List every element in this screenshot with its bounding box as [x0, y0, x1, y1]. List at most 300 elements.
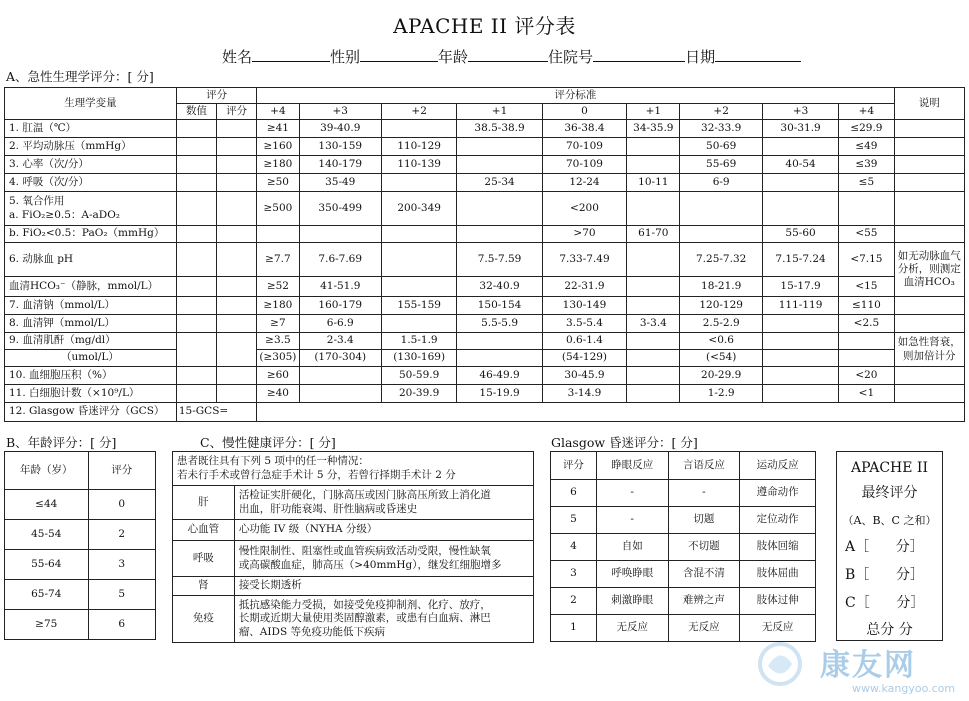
criteria-cell: 350-499: [299, 192, 381, 226]
gcs-cell: -: [596, 480, 668, 507]
criteria-cell: 18-21.9: [680, 277, 762, 297]
criteria-row: [5, 297, 965, 315]
criteria-cell: [627, 367, 680, 385]
criteria-cell: 36-38.4: [542, 120, 626, 138]
age-label: 年龄: [438, 48, 469, 66]
criteria-cell: [457, 192, 542, 226]
gcs-cell: 5: [551, 507, 597, 534]
criteria-cell: 111-119: [762, 297, 838, 315]
criteria-cell: 2.5-2.9: [680, 315, 762, 333]
gcs-cell: 2: [551, 588, 597, 615]
criteria-cell: [680, 192, 762, 226]
age-range: ≤44: [5, 490, 89, 520]
name-field[interactable]: [252, 47, 330, 62]
note-cell: [894, 138, 964, 156]
age-col-header: 年龄（岁）: [5, 452, 89, 490]
criteria-cell: [627, 138, 680, 156]
criteria-cell: 130-159: [299, 138, 381, 156]
gcs-col-header: 睁眼反应: [596, 452, 668, 480]
gcs-col-header: 言语反应: [668, 452, 740, 480]
creatinine-label-umol: （umol/L）: [5, 350, 177, 367]
criteria-cell: 61-70: [627, 226, 680, 243]
gcs-col-header: 评分: [551, 452, 597, 480]
criteria-cell: 35-49: [299, 174, 381, 192]
criteria-cell: ≥500: [257, 192, 299, 226]
age-score-table: [4, 451, 156, 640]
final-score-box: [836, 451, 943, 641]
value-input[interactable]: [176, 120, 216, 138]
criteria-cell: (170-304): [299, 350, 381, 367]
page-title: APACHE II 评分表: [393, 14, 576, 38]
value-input[interactable]: [176, 367, 216, 385]
criteria-cell: 40-54: [762, 156, 838, 174]
note-cell: [894, 367, 964, 385]
criteria-cell: 46-49.9: [457, 367, 542, 385]
final-a-score[interactable]: A［ 分］: [845, 539, 924, 555]
age-score: 5: [88, 580, 155, 610]
sex-label: 性别: [330, 48, 361, 66]
criteria-cell: 1-2.9: [680, 385, 762, 403]
criteria-cell: [627, 243, 680, 277]
criteria-cell: 155-159: [381, 297, 456, 315]
gcs-cell: 不切题: [668, 534, 740, 561]
creatinine-note: 如急性肾衰，则加倍计分: [894, 333, 964, 367]
gcs-cell: 无反应: [668, 615, 740, 642]
criteria-cell: 5.5-5.9: [457, 315, 542, 333]
chronic-description: [234, 577, 533, 596]
watermark-brand: 康友网: [820, 648, 916, 683]
criteria-cell: 15-17.9: [762, 277, 838, 297]
description-line: 出血，肝功能衰竭、肝性脑病或昏迷史: [238, 502, 418, 515]
criteria-cell: ≤5: [839, 174, 894, 192]
criteria-cell: 25-34: [457, 174, 542, 192]
criteria-cell: [762, 385, 838, 403]
criteria-cell: ≥50: [257, 174, 299, 192]
criteria-cell: [299, 367, 381, 385]
criteria-cell: [680, 226, 762, 243]
creatinine-label: 9. 血清肌酐（mg/dl）: [5, 333, 177, 350]
criteria-cell: ≥7: [257, 315, 299, 333]
chronic-health-table: [172, 451, 534, 643]
note-cell: [894, 385, 964, 403]
criteria-cell: ≥41: [257, 120, 299, 138]
score-input[interactable]: [217, 226, 257, 243]
criteria-cell: 120-129: [680, 297, 762, 315]
age-field[interactable]: [468, 47, 548, 62]
hco3-label: 血清HCO₃⁻（静脉，mmol/L）: [5, 277, 177, 297]
criteria-cell: >70: [542, 226, 626, 243]
criteria-cell: [762, 333, 838, 350]
criteria-row: [5, 315, 965, 333]
criteria-cell: [299, 385, 381, 403]
criteria-cell: [627, 385, 680, 403]
gcs-row-value: 15-GCS=: [176, 403, 256, 422]
criteria-cell: 110-129: [381, 138, 456, 156]
note-cell: [894, 297, 964, 315]
chronic-row: [173, 486, 534, 520]
value-input[interactable]: [176, 277, 216, 297]
gcs-col-header: 运动反应: [740, 452, 816, 480]
score-input[interactable]: [217, 156, 257, 174]
level-header: 0: [542, 104, 626, 120]
criteria-cell: <7.15: [839, 243, 894, 277]
criteria-cell: [457, 138, 542, 156]
criteria-cell: [457, 156, 542, 174]
level-header: +4: [257, 104, 299, 120]
age-range: 45-54: [5, 520, 89, 550]
criteria-cell: [381, 277, 456, 297]
criteria-cell: [457, 333, 542, 350]
oxygen-sub-b: b. FiO₂<0.5：PaO₂（mmHg）: [5, 226, 177, 243]
note-cell: [894, 120, 964, 138]
value-input[interactable]: [176, 174, 216, 192]
glasgow-table: [550, 451, 816, 642]
score-input[interactable]: [217, 174, 257, 192]
oxygen-label: 5. 氧合作用: [9, 195, 65, 208]
criteria-cell: [839, 350, 894, 367]
final-title: APACHE II: [850, 460, 928, 476]
criteria-cell: 110-139: [381, 156, 456, 174]
criteria-cell: [457, 350, 542, 367]
level-header: +1: [627, 104, 680, 120]
final-total-score[interactable]: 总分 分: [866, 622, 913, 638]
final-note: （A、B、C 之和）: [842, 514, 937, 527]
gcs-row: [551, 561, 816, 588]
header-criteria: 评分标准: [257, 88, 894, 104]
criteria-row: [5, 385, 965, 403]
criteria-cell: 30-45.9: [542, 367, 626, 385]
criteria-cell: 7.6-7.69: [299, 243, 381, 277]
chronic-intro: [173, 452, 534, 486]
variable-label: 8. 血清钾（mmol/L）: [5, 315, 177, 333]
variable-label: 10. 血细胞压积（%）: [5, 367, 177, 385]
score-input[interactable]: [217, 120, 257, 138]
gcs-cell: 难辨之声: [668, 588, 740, 615]
variable-label: 2. 平均动脉压（mmHg）: [5, 138, 177, 156]
age-score: 0: [88, 490, 155, 520]
age-row: [5, 520, 156, 550]
criteria-cell: [762, 315, 838, 333]
gcs-cell: 肢体屈曲: [740, 561, 816, 588]
criteria-cell: 200-349: [381, 192, 456, 226]
criteria-cell: ≥7.7: [257, 243, 299, 277]
gcs-cell: -: [596, 507, 668, 534]
chronic-intro-line1: 患者既往具有下列 5 项中的任一种情况：: [177, 455, 369, 468]
criteria-cell: 7.5-7.59: [457, 243, 542, 277]
gcs-cell: 无反应: [740, 615, 816, 642]
criteria-cell: [381, 174, 456, 192]
criteria-cell: ≤39: [839, 156, 894, 174]
note-cell: [894, 174, 964, 192]
value-input[interactable]: [176, 138, 216, 156]
criteria-cell: 1.5-1.9: [381, 333, 456, 350]
description-line: 接受长期透析: [238, 579, 302, 592]
description-line: 活检证实肝硬化，门脉高压或因门脉高压所致上消化道: [238, 489, 491, 502]
value-input[interactable]: [176, 243, 216, 277]
age-row: [5, 580, 156, 610]
criteria-cell: 22-31.9: [542, 277, 626, 297]
criteria-cell: 12-24: [542, 174, 626, 192]
criteria-cell: <2.5: [839, 315, 894, 333]
criteria-cell: 39-40.9: [299, 120, 381, 138]
criteria-cell: 7.25-7.32: [680, 243, 762, 277]
chronic-description: [234, 486, 533, 520]
age-score: 2: [88, 520, 155, 550]
criteria-cell: ≤49: [839, 138, 894, 156]
criteria-cell: [762, 174, 838, 192]
level-header: +2: [381, 104, 456, 120]
gcs-row: [551, 534, 816, 561]
note-cell: [894, 156, 964, 174]
description-line: 抵抗感染能力受损，如接受免疫抑制剂、化疗、放疗，: [238, 599, 491, 612]
criteria-cell: [627, 297, 680, 315]
watermark-url: www.kangyoo.com: [852, 682, 956, 695]
value-input[interactable]: [176, 333, 216, 367]
criteria-cell: [627, 277, 680, 297]
age-range: 65-74: [5, 580, 89, 610]
age-score: 6: [88, 610, 155, 640]
variable-label: 4. 呼吸（次/分）: [5, 174, 177, 192]
criteria-cell: [762, 367, 838, 385]
criteria-cell: 6-6.9: [299, 315, 381, 333]
final-subtitle: 最终评分: [861, 485, 918, 501]
criteria-cell: <55: [839, 226, 894, 243]
criteria-cell: ≥180: [257, 297, 299, 315]
section-c-heading: C、慢性健康评分：[ 分]: [200, 435, 336, 450]
level-header: +3: [762, 104, 838, 120]
chronic-row: [173, 577, 534, 596]
criteria-cell: 50-69: [680, 138, 762, 156]
criteria-cell: 41-51.9: [299, 277, 381, 297]
criteria-cell: 15-19.9: [457, 385, 542, 403]
gcs-cell: 3: [551, 561, 597, 588]
criteria-cell: ≥60: [257, 367, 299, 385]
gcs-cell: 遵命动作: [740, 480, 816, 507]
variable-label: 11. 白细胞计数（×10⁹/L）: [5, 385, 177, 403]
chronic-description: [234, 541, 533, 577]
criteria-cell: 3.5-5.4: [542, 315, 626, 333]
chronic-description: [234, 520, 533, 541]
criteria-cell: 7.33-7.49: [542, 243, 626, 277]
score-input[interactable]: [217, 315, 257, 333]
age-range: ≥75: [5, 610, 89, 640]
level-header: +2: [680, 104, 762, 120]
criteria-cell: [381, 243, 456, 277]
gcs-row-blank: [257, 403, 965, 422]
score-input[interactable]: [217, 367, 257, 385]
criteria-cell: (130-169): [381, 350, 456, 367]
section-b-heading: B、年龄评分：[ 分]: [6, 435, 117, 450]
chronic-description: [234, 596, 533, 643]
criteria-cell: 0.6-1.4: [542, 333, 626, 350]
criteria-row: [5, 138, 965, 156]
criteria-cell: [839, 333, 894, 350]
final-b-score[interactable]: B［ 分］: [845, 567, 924, 583]
gcs-row: [551, 588, 816, 615]
header-variable: 生理学变量: [5, 88, 177, 120]
criteria-cell: 38.5-38.9: [457, 120, 542, 138]
criteria-cell: ≥180: [257, 156, 299, 174]
criteria-cell: <20: [839, 367, 894, 385]
description-line: 瘤、AIDS 等免疫功能低下疾病: [238, 625, 385, 638]
criteria-cell: [299, 226, 381, 243]
value-input[interactable]: [176, 315, 216, 333]
organ-system: 呼吸: [173, 541, 235, 577]
gcs-cell: 自如: [596, 534, 668, 561]
note-cell: [894, 226, 964, 243]
level-header: +1: [457, 104, 542, 120]
criteria-cell: 50-59.9: [381, 367, 456, 385]
gcs-cell: 无反应: [596, 615, 668, 642]
criteria-cell: [381, 315, 456, 333]
gcs-cell: -: [668, 480, 740, 507]
criteria-cell: 7.15-7.24: [762, 243, 838, 277]
sex-field[interactable]: [360, 47, 438, 62]
age-row: [5, 610, 156, 640]
note-cell: [894, 315, 964, 333]
criteria-cell: 130-149: [542, 297, 626, 315]
criteria-cell: [762, 192, 838, 226]
criteria-cell: <1: [839, 385, 894, 403]
score-input[interactable]: [217, 243, 257, 277]
score-input[interactable]: [217, 333, 257, 367]
chronic-row: [173, 520, 534, 541]
age-row: [5, 490, 156, 520]
admission-number-field[interactable]: [593, 47, 685, 62]
criteria-row: [5, 156, 965, 174]
description-line: 心功能 IV 级（NYHA 分级）: [238, 523, 378, 536]
criteria-cell: 30-31.9: [762, 120, 838, 138]
criteria-cell: 150-154: [457, 297, 542, 315]
oxygen-label-cell: [5, 192, 177, 226]
header-score: 评分: [176, 88, 256, 104]
header-score-sub: 评分: [217, 104, 257, 120]
header-note: 说明: [894, 88, 964, 120]
gcs-cell: 含混不清: [668, 561, 740, 588]
oxygen-sub-a: a. FiO₂≥0.5：A-aDO₂: [9, 208, 121, 221]
gcs-cell: 6: [551, 480, 597, 507]
value-input[interactable]: [176, 226, 216, 243]
criteria-cell: [627, 192, 680, 226]
criteria-cell: (≥305): [257, 350, 299, 367]
value-input[interactable]: [176, 156, 216, 174]
criteria-cell: [381, 226, 456, 243]
date-label: 日期: [685, 48, 716, 66]
gcs-heading: Glasgow 昏迷评分：[ 分]: [551, 435, 698, 450]
value-input[interactable]: [176, 385, 216, 403]
criteria-cell: ≥40: [257, 385, 299, 403]
chronic-row: [173, 541, 534, 577]
criteria-cell: [627, 333, 680, 350]
criteria-cell: 3-14.9: [542, 385, 626, 403]
note-cell: [894, 192, 964, 226]
organ-system: 心血管: [173, 520, 235, 541]
criteria-cell: 55-60: [762, 226, 838, 243]
criteria-cell: 6-9: [680, 174, 762, 192]
organ-system: 免疫: [173, 596, 235, 643]
header-value: 数值: [176, 104, 216, 120]
criteria-cell: [381, 120, 456, 138]
criteria-cell: [257, 226, 299, 243]
organ-system: 肝: [173, 486, 235, 520]
variable-label: 1. 肛温（℃）: [5, 120, 177, 138]
criteria-cell: 20-29.9: [680, 367, 762, 385]
final-c-score[interactable]: C［ 分］: [845, 595, 925, 611]
criteria-cell: 3-3.4: [627, 315, 680, 333]
criteria-cell: <15: [839, 277, 894, 297]
criteria-cell: 70-109: [542, 156, 626, 174]
gcs-cell: 肢体过伸: [740, 588, 816, 615]
score-input[interactable]: [217, 297, 257, 315]
criteria-cell: [762, 138, 838, 156]
criteria-cell: (54-129): [542, 350, 626, 367]
gcs-row: [551, 507, 816, 534]
admission-label: 住院号: [548, 48, 594, 66]
description-line: 长期或近期大量使用类固醇激素，或患有白血病、淋巴: [238, 612, 491, 625]
gcs-row-label: 12. Glasgow 昏迷评分（GCS）: [5, 403, 177, 422]
criteria-cell: 32-40.9: [457, 277, 542, 297]
level-header: +4: [839, 104, 894, 120]
age-row: [5, 550, 156, 580]
date-field[interactable]: [715, 47, 801, 62]
organ-system: 肾: [173, 577, 235, 596]
criteria-cell: 20-39.9: [381, 385, 456, 403]
gcs-cell: 呼唤睁眼: [596, 561, 668, 588]
variable-label: 7. 血清钠（mmol/L）: [5, 297, 177, 315]
score-input[interactable]: [217, 138, 257, 156]
criteria-cell: 55-69: [680, 156, 762, 174]
criteria-cell: 32-33.9: [680, 120, 762, 138]
age-score: 3: [88, 550, 155, 580]
age-score-col-header: 评分: [88, 452, 155, 490]
value-input[interactable]: [176, 192, 216, 226]
criteria-cell: 10-11: [627, 174, 680, 192]
criteria-cell: ≥3.5: [257, 333, 299, 350]
level-header: +3: [299, 104, 381, 120]
age-range: 55-64: [5, 550, 89, 580]
score-input[interactable]: [217, 277, 257, 297]
criteria-cell: <0.6: [680, 333, 762, 350]
criteria-cell: [627, 156, 680, 174]
ph-label: 6. 动脉血 pH: [5, 243, 177, 277]
gcs-cell: 4: [551, 534, 597, 561]
criteria-row: [5, 174, 965, 192]
variable-label: 3. 心率（次/分）: [5, 156, 177, 174]
section-a-heading: A、急性生理学评分：[ 分]: [6, 69, 154, 84]
patient-info-row: [222, 46, 801, 67]
criteria-cell: (<54): [680, 350, 762, 367]
ph-note: 如无动脉血气分析，则测定血清HCO₃: [894, 243, 964, 297]
criteria-cell: [627, 350, 680, 367]
description-line: 或高碳酸血症，肺高压（>40mmHg），继发红细胞增多: [238, 558, 502, 571]
gcs-row: [551, 480, 816, 507]
criteria-cell: 140-179: [299, 156, 381, 174]
chronic-row: [173, 596, 534, 643]
gcs-cell: 切题: [668, 507, 740, 534]
chronic-intro-line2: 若未行手术或曾行急症手术计 5 分，若曾行择期手术计 2 分: [177, 468, 456, 481]
criteria-cell: [762, 350, 838, 367]
score-input[interactable]: [217, 192, 257, 226]
description-line: 慢性限制性、阻塞性或血管疾病致活动受限，慢性缺氧: [238, 545, 491, 558]
criteria-row: [5, 367, 965, 385]
value-input[interactable]: [176, 297, 216, 315]
acute-physiology-table: [4, 87, 965, 422]
criteria-cell: 160-179: [299, 297, 381, 315]
score-input[interactable]: [217, 385, 257, 403]
criteria-cell: 70-109: [542, 138, 626, 156]
criteria-cell: <200: [542, 192, 626, 226]
criteria-cell: 2-3.4: [299, 333, 381, 350]
